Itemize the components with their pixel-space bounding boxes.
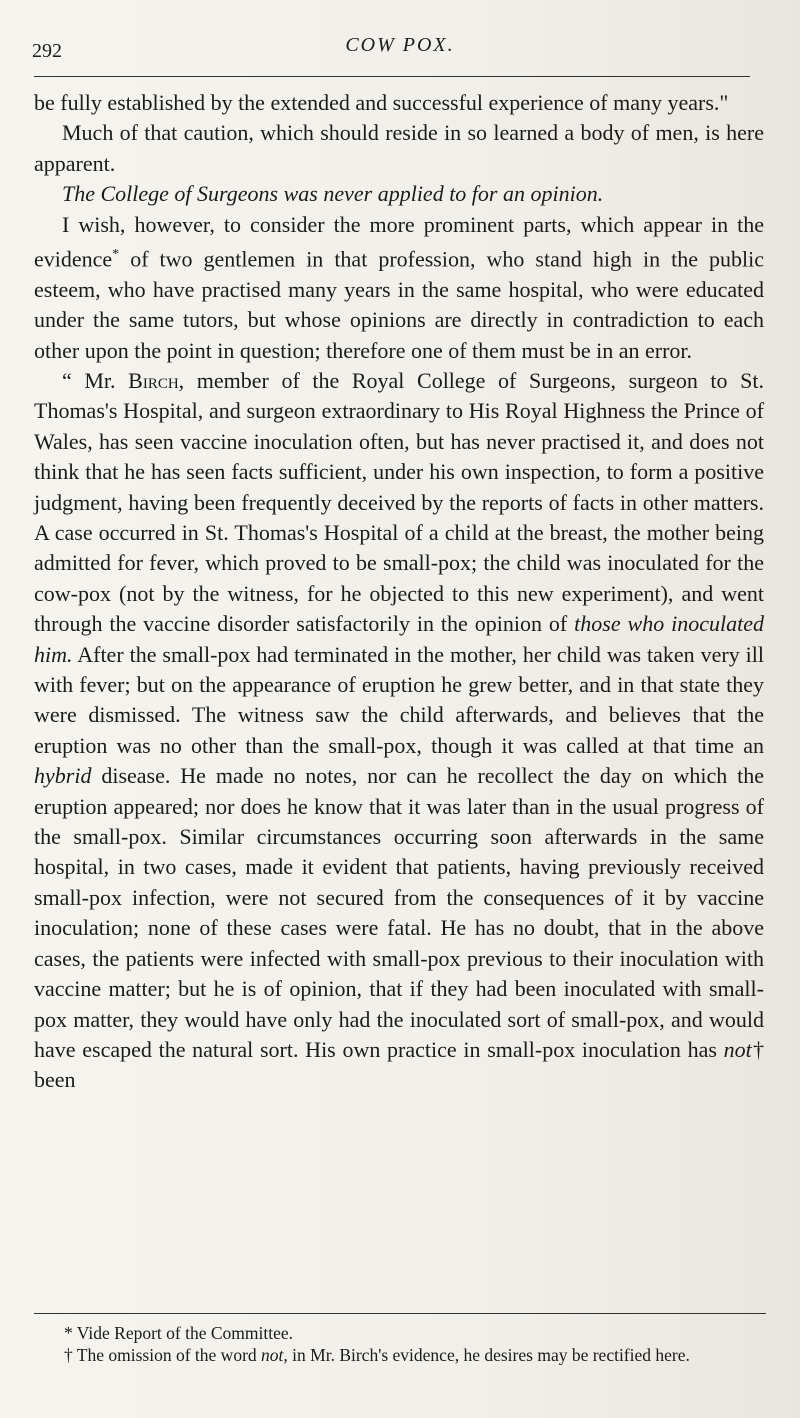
- footnote-ref-asterisk: *: [112, 247, 120, 263]
- footnotes: [34, 1322, 764, 1366]
- running-title: COW POX.: [345, 34, 455, 56]
- paragraph-continuation: be fully established by the extended and successful experience of many years.": [34, 90, 729, 115]
- paragraph-college: [34, 179, 764, 209]
- paragraph-evidence: I wish, however, to consider the more prominent parts, which appear in the evidence* of two gentlemen in that profession, who stand high in the public esteem, who have practised many years in the same hospital, who were educated under the same tutors, but whose opinions are directly in contradiction to each other upon the point in question; therefore one of them must be in an error.: [34, 211, 764, 363]
- header-rule: [34, 76, 750, 77]
- italic-hybrid: hybrid: [34, 763, 92, 789]
- paragraph-caution: Much of that caution, which should reside in so learned a body of men, is here apparent.: [34, 120, 764, 176]
- footnote-1: * Vide Report of the Committee.: [64, 1323, 294, 1343]
- body-text: [34, 88, 764, 1096]
- italic-phrase: those who inoculated him.: [34, 611, 765, 667]
- page-number: 292: [32, 40, 62, 62]
- footnote-ref-dagger: †: [751, 1036, 764, 1062]
- footnote-rule: [34, 1313, 766, 1314]
- college-statement: The College of Surgeons was never applied to for an opinion.: [62, 181, 604, 207]
- paragraph-birch: “ Mr. Birch, member of the Royal College of Surgeons, surgeon to St. Thomas's Hospital, and surgeon extraordinary to His Royal Highness the Prince of Wales, has seen vaccine inoculation often, but has never practised it, and does not think that he has seen facts sufficient, under his own inspection, to form a positive judgment, having been frequently deceived by the reports of facts in other matters. A case occurred in St. Thomas's Hospital of a child at the breast, the mother being admitted for fever, which proved to be small-pox; the child was inoculated for the cow-pox (not by the witness, for he objected to this new experiment), and went through the vaccine disorder satisfactorily in the opinion of those who inoculated him. After the small-pox had terminated in the mother, her child was taken very ill with fever; but on the appearance of eruption he grew better, and in that state they were dismissed. The witness saw the child afterwards, and believes that the eruption was no other than the small-pox, though it was called at that time an hybrid disease. He made no notes, nor can he recollect the day on which the eruption appeared; nor does he know that it was later than in the usual progress of the small-pox. Similar circumstances occurring soon afterwards in the same hospital, in two cases, made it evident that patients, having previously received small-pox infection, were not secured from the consequences of it by vaccine inoculation; none of these cases were fatal. He has no doubt, that in the above cases, the patients were infected with small-pox previous to their inoculation with vaccine matter; but he is of opinion, that if they had been inoculated with small-pox matter, they would have only had the inoculated sort of small-pox, and would have escaped the natural sort. His own practice in small-pox inoculation has not† been: [34, 367, 765, 1093]
- footnote-2: † The omission of the word not, in Mr. Birch's evidence, he desires may be rectified here.: [64, 1345, 690, 1365]
- name-birch: Birch: [128, 367, 179, 393]
- italic-not: not: [723, 1036, 752, 1062]
